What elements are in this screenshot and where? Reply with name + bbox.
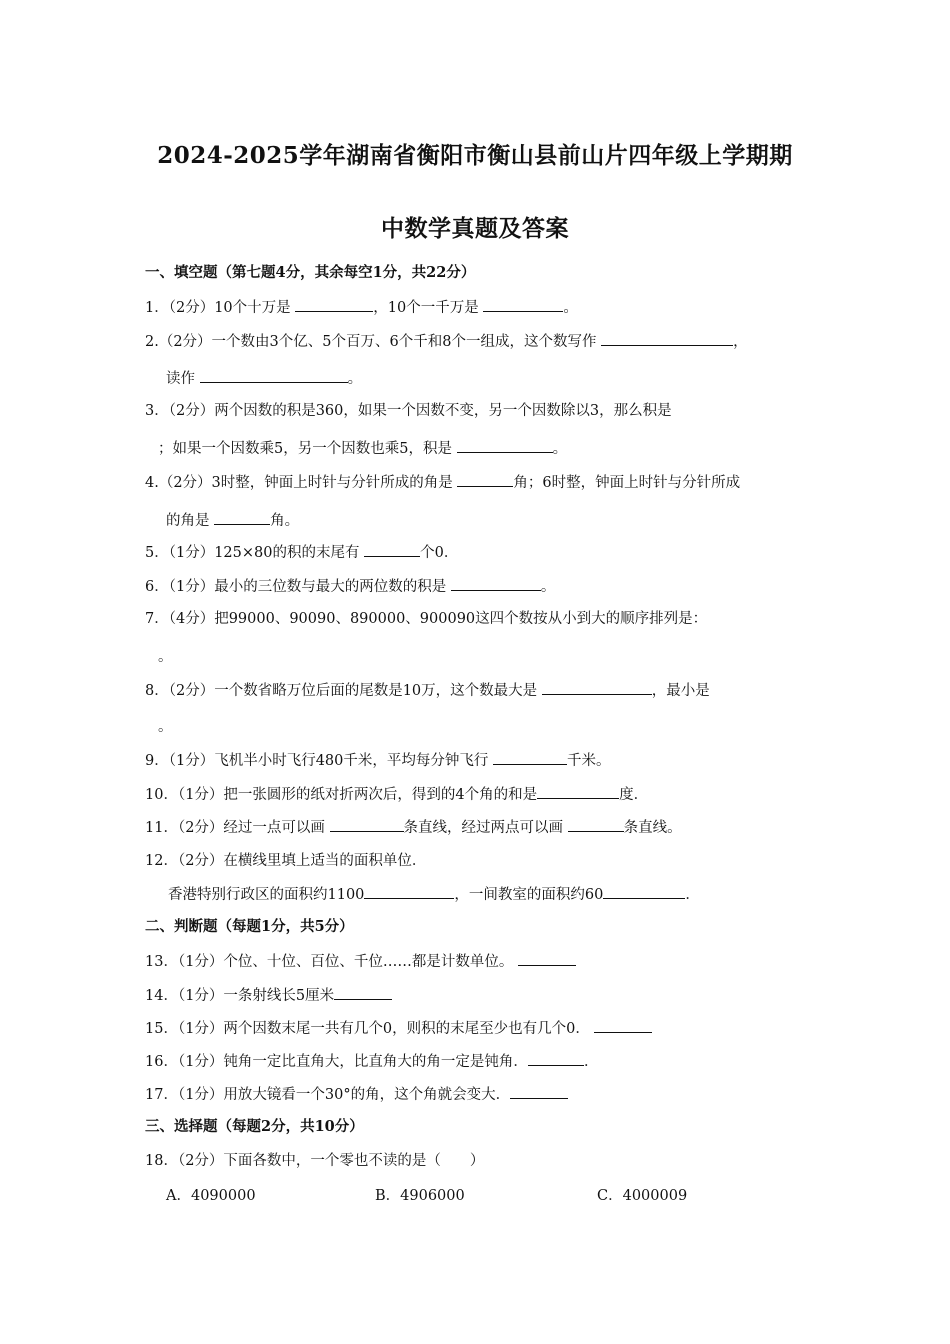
question-2: 2.（2分）一个数由3个亿、5个百万、6个千和8个一组成，这个数写作 ， <box>145 331 748 352</box>
answer-blank <box>518 951 576 966</box>
answer-blank <box>483 297 563 312</box>
question-14: 14．（1分）一条射线长5厘米 <box>145 985 392 1006</box>
option-b[interactable]: B．4906000 <box>375 1188 465 1204</box>
answer-blank <box>493 750 567 765</box>
answer-blank <box>457 438 553 453</box>
answer-blank <box>510 1084 568 1099</box>
question-9: 9．（1分）飞机半小时飞行480千米，平均每分钟飞行 千米。 <box>145 750 610 771</box>
answer-blank <box>364 884 454 899</box>
answer-blank <box>542 680 652 695</box>
answer-blank <box>457 472 513 487</box>
question-16: 16．（1分）钝角一定比直角大，比直角大的角一定是钝角． ． <box>145 1051 598 1072</box>
question-3-cont: ；如果一个因数乘5，另一个因数也乘5，积是 。 <box>158 438 567 459</box>
answer-blank <box>214 510 270 525</box>
answer-blank <box>330 817 404 832</box>
question-2-cont: 读作 。 <box>166 368 362 389</box>
answer-blank <box>537 784 619 799</box>
option-a[interactable]: A．4090000 <box>166 1188 256 1204</box>
question-10: 10．（1分）把一张圆形的纸对折两次后，得到的4个角的和是 度． <box>145 784 648 805</box>
title-line-2: 中数学真题及答案 <box>381 215 569 242</box>
question-15: 15．（1分）两个因数末尾一共有几个0，则积的末尾至少也有几个0． <box>145 1018 652 1039</box>
question-7-cont: 。 <box>158 649 173 665</box>
question-4: 4.（2分）3时整，钟面上时针与分针所成的角是 角；6时整，钟面上时针与分针所成 <box>145 472 740 493</box>
question-4-cont: 的角是 角。 <box>166 510 299 531</box>
question-6: 6．（1分）最小的三位数与最大的两位数的积是 。 <box>145 576 555 597</box>
option-c[interactable]: C．4000009 <box>597 1188 688 1204</box>
section-1-heading: 一、填空题（第七题4分，其余每空1分，共22分） <box>145 264 476 281</box>
answer-blank <box>528 1051 584 1066</box>
question-12-cont: 香港特别行政区的面积约1100 ，一间教室的面积约60 ． <box>168 884 700 905</box>
question-5: 5．（1分）125×80的积的末尾有 个0． <box>145 542 458 563</box>
answer-blank <box>568 817 624 832</box>
question-8: 8．（2分）一个数省略万位后面的尾数是10万，这个数最大是 ，最小是 <box>145 680 710 701</box>
answer-blank <box>451 576 541 591</box>
answer-blank <box>334 985 392 1000</box>
question-11: 11．（2分）经过一点可以画 条直线，经过两点可以画 条直线。 <box>145 817 682 838</box>
question-13: 13．（1分）个位、十位、百位、千位……都是计数单位。 <box>145 951 576 972</box>
answer-blank <box>364 542 420 557</box>
section-3-heading: 三、选择题（每题2分，共10分） <box>145 1118 364 1135</box>
section-2-heading: 二、判断题（每题1分，共5分） <box>145 918 354 935</box>
question-8-cont: 。 <box>158 719 173 735</box>
title-line-1: 2024-2025学年湖南省衡阳市衡山县前山片四年级上学期期 <box>157 142 793 169</box>
answer-blank <box>594 1018 652 1033</box>
answer-blank <box>295 297 373 312</box>
answer-blank <box>601 331 733 346</box>
question-17: 17．（1分）用放大镜看一个30°的角，这个角就会变大． <box>145 1084 568 1105</box>
answer-blank <box>200 368 348 383</box>
question-12: 12．（2分）在横线里填上适当的面积单位． <box>145 853 427 869</box>
question-7: 7．（4分）把99000、90090、890000、900090这四个数按从小到大的顺序排列是： <box>145 611 708 627</box>
question-1: 1．（2分）10个十万是 ，10个一千万是 。 <box>145 297 578 318</box>
question-3: 3．（2分）两个因数的积是360，如果一个因数不变，另一个因数除以3，那么积是 <box>145 403 672 419</box>
question-18: 18．（2分）下面各数中，一个零也不读的是（ ） <box>145 1153 485 1169</box>
answer-blank <box>603 884 685 899</box>
